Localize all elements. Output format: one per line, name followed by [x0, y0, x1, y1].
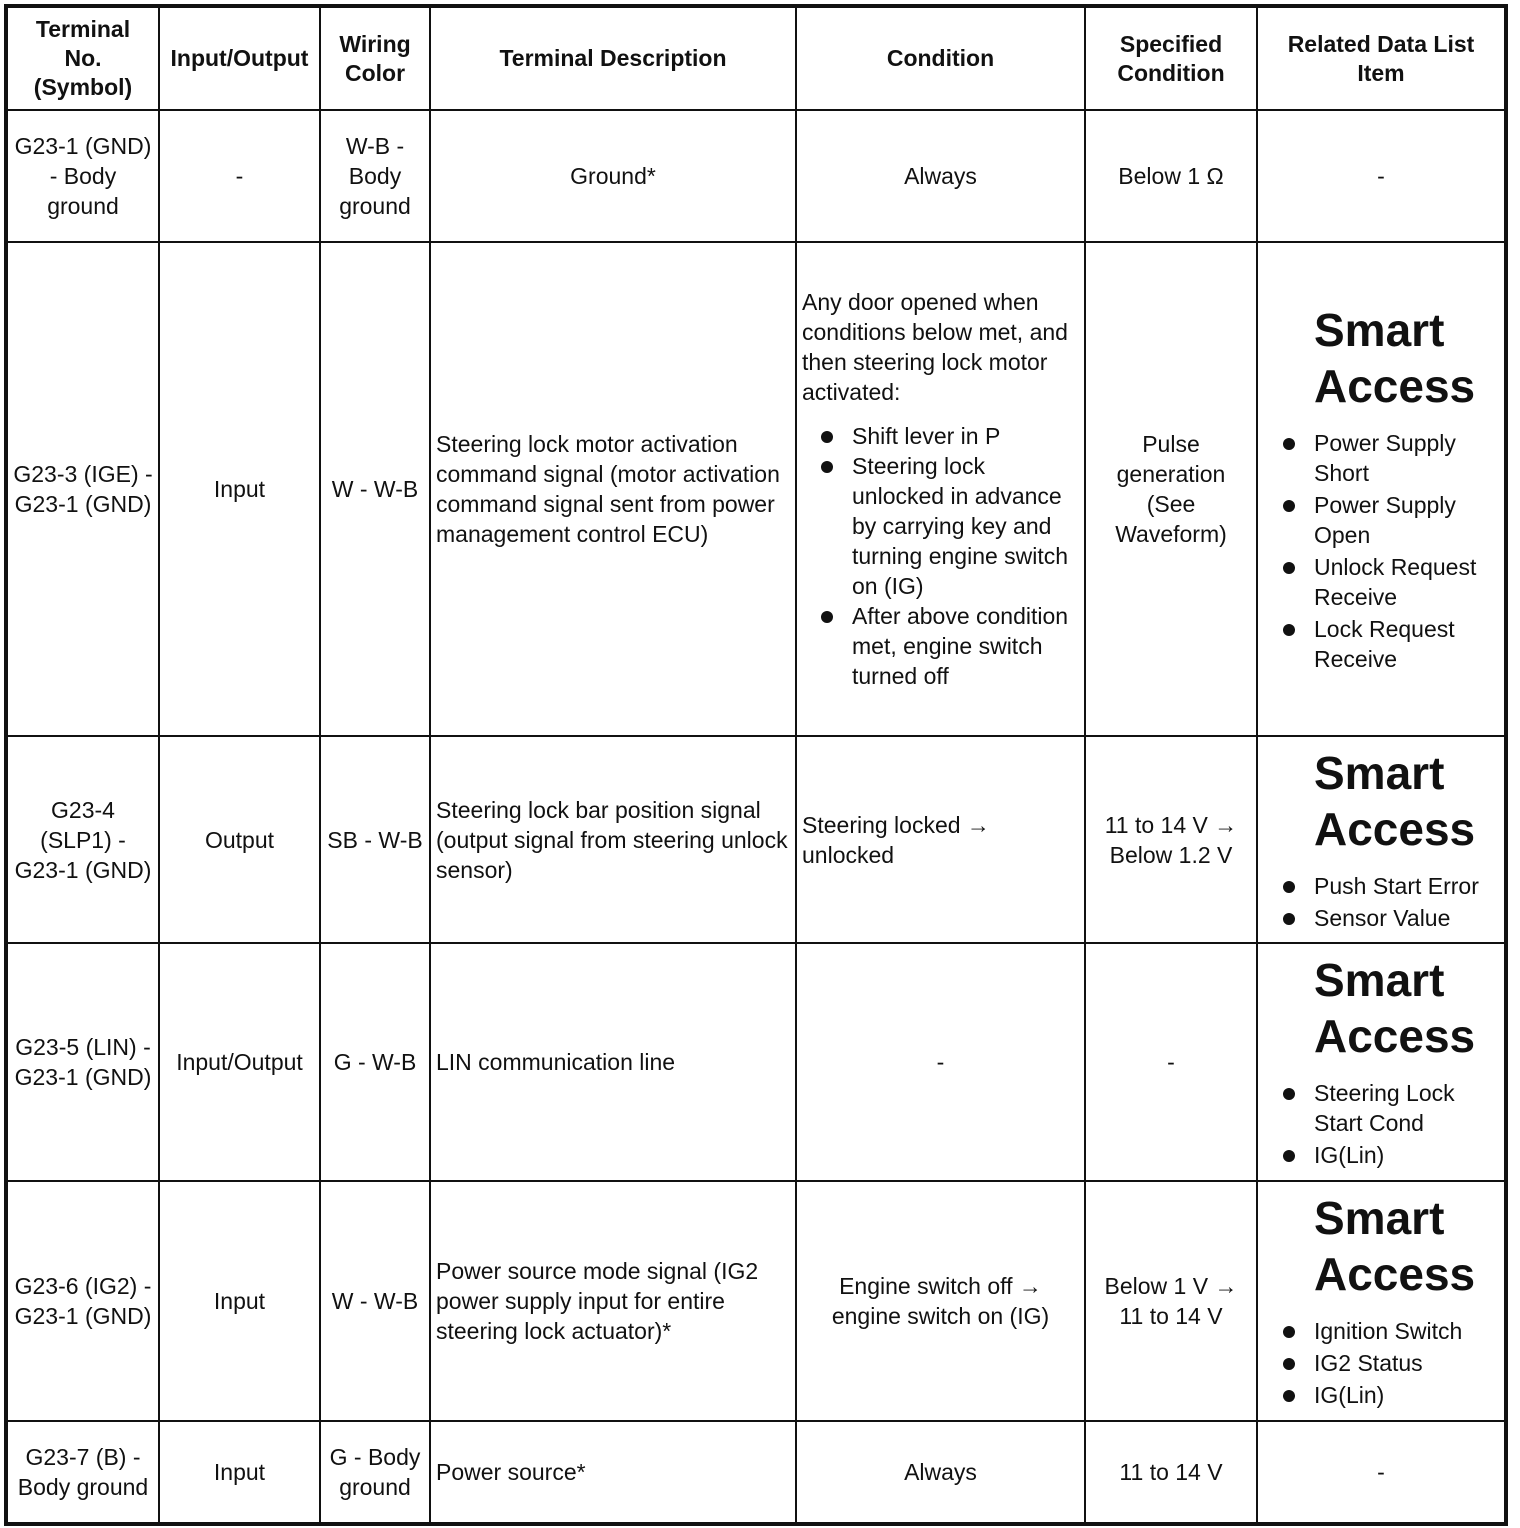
- related-cell: [1257, 943, 1506, 1181]
- specified-cell: Pulse generation (See Waveform): [1085, 242, 1257, 736]
- list-item: Power Supply Open: [1263, 490, 1499, 550]
- related-title: Smart Access: [1314, 746, 1476, 855]
- terminal-cell: G23-3 (IGE) - G23-1 (GND): [6, 242, 159, 736]
- condition-cell: Engine switch off → engine switch on (IG): [796, 1181, 1085, 1421]
- condition-cell: Always: [796, 1421, 1085, 1524]
- condition-list: [802, 421, 1079, 691]
- condition-cell: Steering locked → unlocked: [796, 736, 1085, 943]
- list-item: IG2 Status: [1263, 1348, 1499, 1378]
- description-cell: Steering lock bar position signal (output signal from steering unlock sensor): [430, 736, 796, 943]
- specified-cell: 11 to 14 V: [1085, 1421, 1257, 1524]
- wiring-cell: W - W-B: [320, 242, 430, 736]
- condition-cell: Always: [796, 110, 1085, 242]
- list-item: Unlock Request Receive: [1263, 552, 1499, 612]
- io-cell: Input: [159, 1421, 320, 1524]
- wiring-cell: G - W-B: [320, 943, 430, 1181]
- io-cell: Input/Output: [159, 943, 320, 1181]
- related-cell: [1257, 242, 1506, 736]
- table-row: [6, 242, 1506, 736]
- header-input-output: Input/Output: [159, 6, 320, 110]
- terminal-cell: G23-4 (SLP1) - G23-1 (GND): [6, 736, 159, 943]
- specified-cell: Below 1 Ω: [1085, 110, 1257, 242]
- list-item: Steering lock unlocked in advance by carrying key and turning engine switch on (IG): [802, 451, 1079, 601]
- table-row: [6, 1421, 1506, 1524]
- header-terminal-description: Terminal Description: [430, 6, 796, 110]
- list-item: Ignition Switch: [1263, 1316, 1499, 1346]
- list-item: IG(Lin): [1263, 1380, 1499, 1410]
- list-item: Power Supply Short: [1263, 428, 1499, 488]
- related-title: Smart Access: [1314, 954, 1476, 1062]
- table-row: [6, 736, 1506, 943]
- io-cell: Input: [159, 1181, 320, 1421]
- terminal-cell: G23-6 (IG2) - G23-1 (GND): [6, 1181, 159, 1421]
- description-cell: Steering lock motor activation command signal (motor activation command signal sent from power management control ECU): [430, 242, 796, 736]
- terminal-cell: G23-5 (LIN) - G23-1 (GND): [6, 943, 159, 1181]
- condition-cell: [796, 242, 1085, 736]
- table-row: [6, 1181, 1506, 1421]
- description-cell: LIN communication line: [430, 943, 796, 1181]
- terminal-cell: G23-7 (B) - Body ground: [6, 1421, 159, 1524]
- related-list: [1263, 1078, 1499, 1170]
- related-cell: -: [1257, 1421, 1506, 1524]
- io-cell: Input: [159, 242, 320, 736]
- table-row: [6, 943, 1506, 1181]
- terminal-table: [4, 4, 1508, 1526]
- list-item: Steering Lock Start Cond: [1263, 1078, 1499, 1138]
- description-cell: Power source mode signal (IG2 power supply input for entire steering lock actuator)*: [430, 1181, 796, 1421]
- io-cell: Output: [159, 736, 320, 943]
- related-title: Smart Access: [1314, 1192, 1476, 1300]
- terminal-cell: G23-1 (GND) - Body ground: [6, 110, 159, 242]
- list-item: IG(Lin): [1263, 1140, 1499, 1170]
- related-list: [1263, 428, 1499, 674]
- header-condition: Condition: [796, 6, 1085, 110]
- related-cell: [1257, 1181, 1506, 1421]
- header-specified-condition: Specified Condition: [1085, 6, 1257, 110]
- description-cell: Power source*: [430, 1421, 796, 1524]
- condition-cell: -: [796, 943, 1085, 1181]
- wiring-cell: SB - W-B: [320, 736, 430, 943]
- related-cell: -: [1257, 110, 1506, 242]
- specified-cell: Below 1 V → 11 to 14 V: [1085, 1181, 1257, 1421]
- io-cell: -: [159, 110, 320, 242]
- related-list: [1263, 1316, 1499, 1410]
- condition-intro: Any door opened when conditions below met, and then steering lock motor activated:: [802, 289, 1068, 405]
- header-related-data-list-item: Related Data List Item: [1257, 6, 1506, 110]
- specified-cell: -: [1085, 943, 1257, 1181]
- list-item: Sensor Value: [1263, 903, 1499, 933]
- list-item: After above condition met, engine switch turned off: [802, 601, 1079, 691]
- description-cell: Ground*: [430, 110, 796, 242]
- related-cell: [1257, 736, 1506, 943]
- table-row: [6, 110, 1506, 242]
- list-item: Shift lever in P: [802, 421, 1079, 451]
- header-wiring-color: Wiring Color: [320, 6, 430, 110]
- wiring-cell: W-B - Body ground: [320, 110, 430, 242]
- header-terminal: Terminal No. (Symbol): [6, 6, 159, 110]
- related-list: [1263, 871, 1499, 933]
- list-item: Push Start Error: [1263, 871, 1499, 901]
- wiring-cell: W - W-B: [320, 1181, 430, 1421]
- related-title: Smart Access: [1314, 304, 1476, 412]
- specified-cell: 11 to 14 V → Below 1.2 V: [1085, 736, 1257, 943]
- list-item: Lock Request Receive: [1263, 614, 1499, 674]
- header-row: [6, 6, 1506, 110]
- wiring-cell: G - Body ground: [320, 1421, 430, 1524]
